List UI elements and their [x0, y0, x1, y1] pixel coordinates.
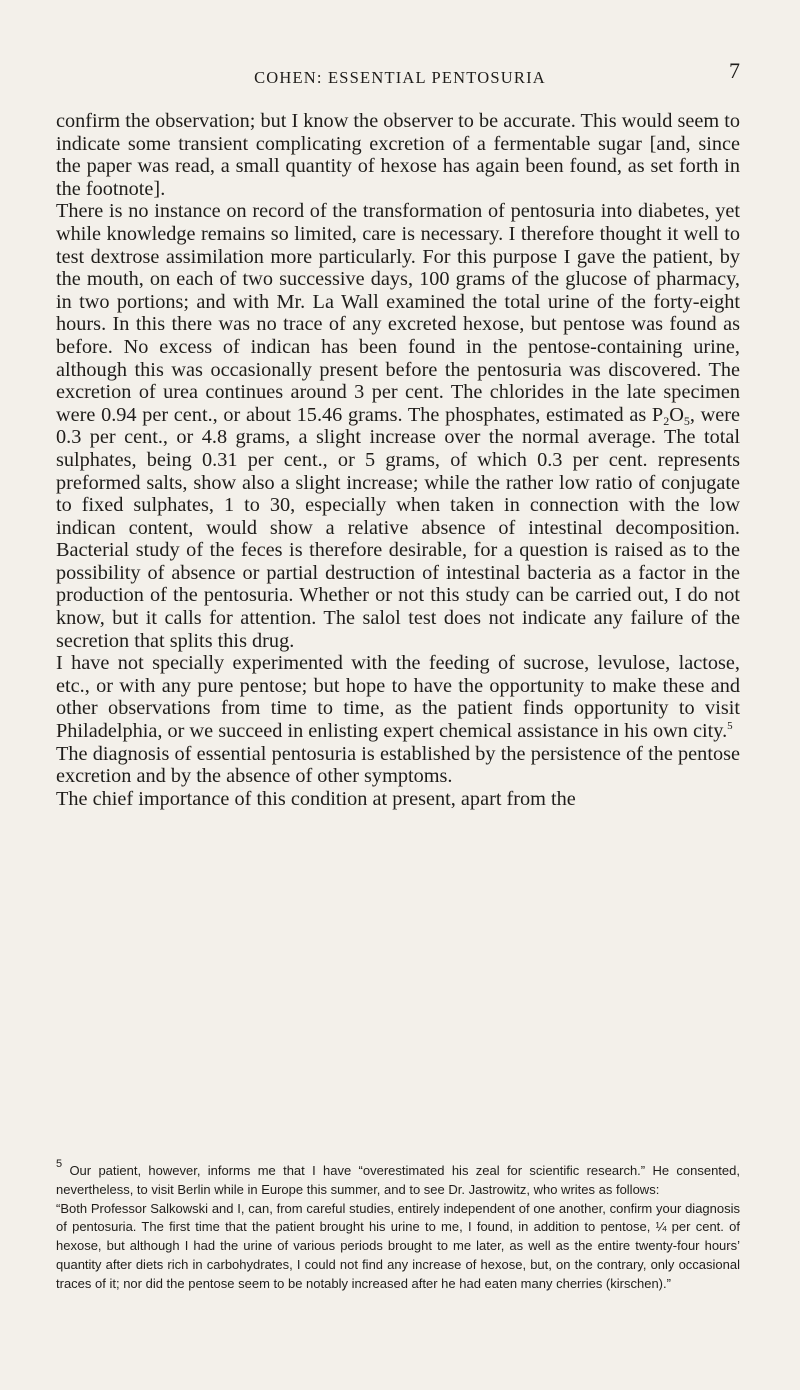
paragraph-5: The chief importance of this condition at present, apart from the: [56, 787, 576, 810]
paragraph-2-text-a: There is no instance on record of the transformation of pentosuria into diabetes, yet while knowledge remains so limited, care is necessary. I therefore thought it well to test dextrose assimilation more particularly. For this purpose I gave the patient, by the mouth, on each of two successive days, 100 grams of the glucose of pharmacy, in two portions; and with Mr. La Wall examined the total urine of the forty-eight hours. In this there was no trace of any excreted hexose, but pentose was found as before. No excess of indican has been found in the pentose-containing urine, although this was occasionally present before the pentosuria was discovered. The excretion of urea continues around 3 per cent. The chlorides in the late specimen were 0.94 per cent., or about 15.46 grams. The phosphates, estimated as P: [56, 200, 740, 426]
footnote: [56, 1158, 740, 1294]
footnote-reference[interactable]: 5: [727, 720, 733, 733]
formula-subscript-5: 5: [683, 413, 690, 428]
paragraph-3: [56, 652, 740, 742]
paragraph-1: confirm the observation; but I know the observer to be accurate. This would seem to indicate some transient complicating excretion of a fermentable sugar [and, since the paper was read, a small quantity of hexose has again been found, as set forth in the footnote].: [56, 110, 740, 200]
body-text: [56, 110, 740, 810]
formula-oxygen: O: [669, 403, 684, 426]
page-number: 7: [729, 58, 740, 83]
footnote-paragraph-1: [56, 1158, 740, 1200]
footnote-paragraph-2: “Both Professor Salkowski and I, can, from careful studies, entirely independent of one another, confirm your diagnosis of pentosuria. The first time that the patient brought his urine to me, I found, in addition to pentose, ¼ per cent. of hexose, but although I had the urine of various periods brought to me later, as well as the entire twenty-four hours’ quantity after diets rich in carbohydrates, I could not find any increase of hexose, but, on the contrary, only occasional traces of it; nor did the pentose seem to be notably increased after he had eaten many cherries (kirschen).”: [56, 1200, 740, 1291]
running-head: COHEN: ESSENTIAL PENTOSURIA: [254, 68, 546, 87]
footnote-marker: 5: [56, 1158, 63, 1170]
page-header: [0, 58, 800, 98]
paragraph-2-text-b: , were 0.3 per cent., or 4.8 grams, a slight increase over the normal average. The total sulphates, being 0.31 per cent., or 5 grams, of which 0.3 per cent. represents preformed salts, show also a slight increase; while the rather low ratio of conjugate to fixed sulphates, 1 to 30, especially when taken in connection with the low indican content, would show a relative absence of intestinal decomposition. Bacterial study of the feces is therefore desirable, for a question is raised as to the possibility of absence or partial destruction of intestinal bacteria as a factor in the production of the pentosuria. Whether or not this study can be carried out, I do not know, but it calls for attention. The salol test does not indicate any failure of the secretion that splits this drug.: [56, 403, 741, 652]
footnote-text-1: Our patient, however, informs me that I have “overestimated his zeal for scientific research.” He consented, nevertheless, to visit Berlin while in Europe this summer, and to see Dr. Jastrowitz, who writes as follows:: [56, 1163, 740, 1197]
paragraph-4: The diagnosis of essential pentosuria is established by the persistence of the pentose excretion and by the absence of other symptoms.: [56, 742, 740, 788]
paragraph-2: [56, 200, 740, 652]
formula-subscript-2: 2: [663, 413, 670, 428]
paragraph-3-text: I have not specially experimented with the feeding of sucrose, levulose, lactose, etc., or with any pure pentose; but hope to have the opportunity to make these and other observations from time to time, as the patient finds opportunity to visit Philadelphia, or we succeed in enlisting expert chemical assistance in his own city.: [56, 652, 740, 743]
